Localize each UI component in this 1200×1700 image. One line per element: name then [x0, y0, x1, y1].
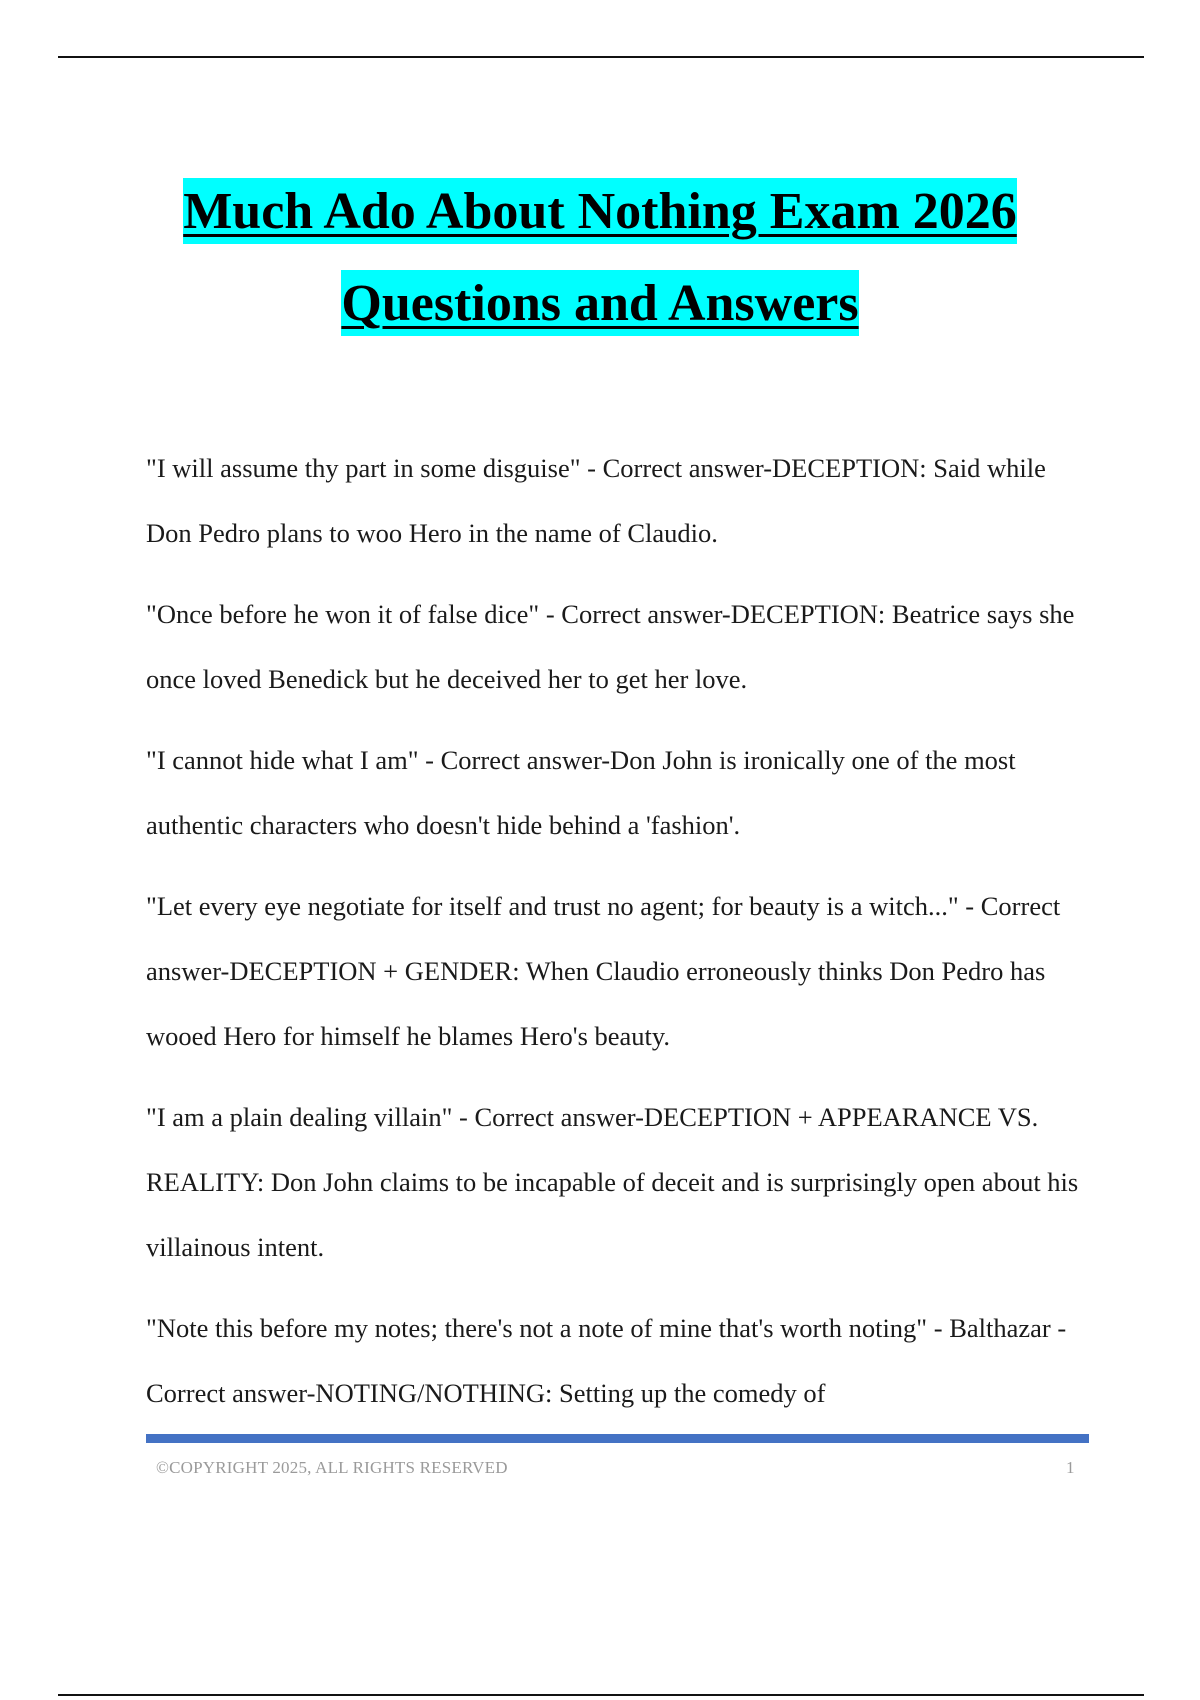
- document-title: [0, 178, 1200, 362]
- qa-entry-2: "Once before he won it of false dice" - Correct answer-DECEPTION: Beatrice says she once loved Benedick but he deceived her to get her love.: [146, 599, 1075, 694]
- qa-entry-1: "I will assume thy part in some disguise" - Correct answer-DECEPTION: Said while Don Pedro plans to woo Hero in the name of Claudio.: [146, 453, 1046, 548]
- qa-entry-3: "I cannot hide what I am" - Correct answer-Don John is ironically one of the most authentic characters who doesn't hide behind a 'fashion'.: [146, 745, 1016, 840]
- qa-entry-5: "I am a plain dealing villain" - Correct answer-DECEPTION + APPEARANCE VS. REALITY: Don John claims to be incapable of deceit and is surprisingly open about his villainous intent.: [146, 1102, 1079, 1262]
- title-line-2: Questions and Answers: [341, 270, 858, 336]
- qa-list: [146, 436, 1096, 1442]
- qa-entry-4: "Let every eye negotiate for itself and trust no agent; for beauty is a witch..." - Correct answer-DECEPTION + GENDER: When Claudio erroneously thinks Don Pedro has wooed Hero for himself he blames Hero's beauty.: [146, 891, 1061, 1051]
- footer-copyright: ©COPYRIGHT 2025, ALL RIGHTS RESERVED: [156, 1458, 508, 1477]
- footer-rule: [58, 1694, 1144, 1696]
- footer-bar: [146, 1434, 1089, 1443]
- qa-entry-6: "Note this before my notes; there's not a note of mine that's worth noting" - Balthazar - Correct answer-NOTING/NOTHING: Setting up the comedy of: [146, 1313, 1067, 1408]
- header-rule: [58, 56, 1144, 58]
- title-line-1: Much Ado About Nothing Exam 2026: [183, 178, 1017, 244]
- page-number: 1: [1066, 1458, 1075, 1477]
